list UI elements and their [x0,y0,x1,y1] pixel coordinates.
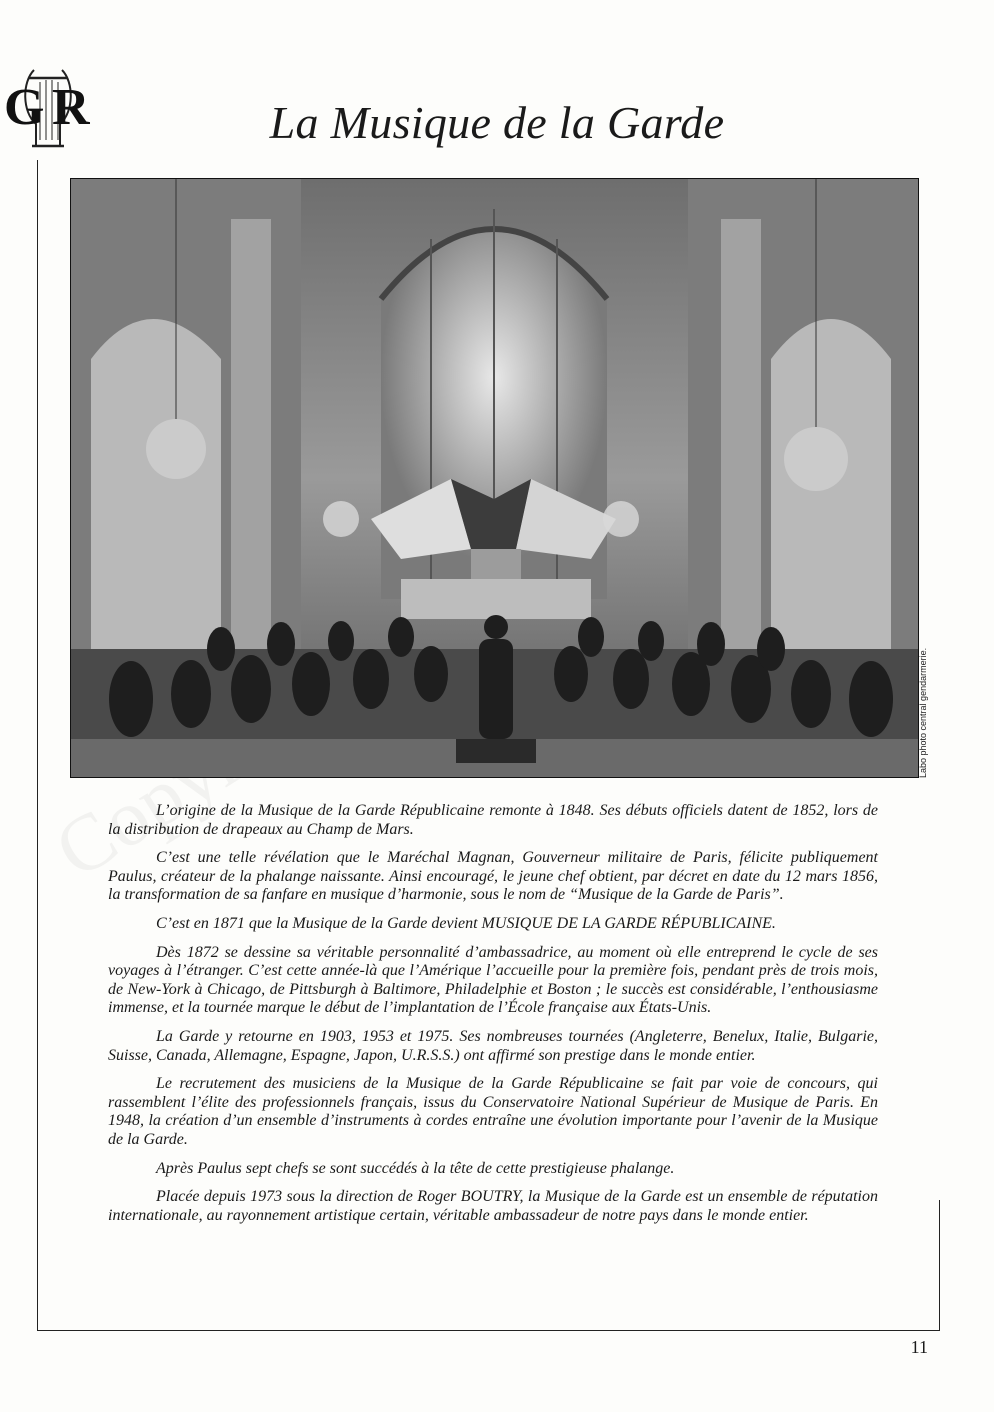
svg-text:G: G [4,79,45,136]
photo-credit: Labo photo central gendarmerie. [918,647,928,778]
paragraph: C’est en 1871 que la Musique de la Garde devient MUSIQUE DE LA GARDE RÉPUBLICAINE. [156,914,776,932]
paragraph: Dès 1872 se dessine sa véritable personnalité d’ambassadrice, au moment où elle entreprend le cycle de ses voyages à l’étranger. C’est cette année-là que l’Amérique l’accueille pour la première fois, pendant près de trois mois, de New-York à Chicago, de Pittsburgh à Baltimore, Philadelphie et Boston ; le succès est considérable, l’enthousiasme immense, et la tournée marque le début de l’implantation de l’École française aux États-Unis. [108,943,878,1017]
page-number: 11 [910,1337,928,1357]
article-body [108,802,878,1235]
paragraph: Placée depuis 1973 sous la direction de Roger BOUTRY, la Musique de la Garde est un ensemble de réputation internationale, au rayonnement artistique certain, véritable ambassadeur de notre pays dans le monde entier. [108,1188,878,1224]
frame-bottom-rule [37,1330,940,1331]
paragraph: La Garde y retourne en 1903, 1953 et 1975. Ses nombreuses tournées (Angleterre, Benelux, Italie, Bulgarie, Suisse, Canada, Allemagne, Espagne, Japon, U.R.S.S.) ont affirmé son prestige dans le monde entier. [108,1027,878,1064]
paragraph: Le recrutement des musiciens de la Musique de la Garde Républicaine se fait par voie de concours, qui rassemblent l’élite des professionnels français, issus du Conservatoire National Supérieur de Musique de Paris. En 1948, la création d’un ensemble d’instruments à cordes entraîne une évolution importante pour l’avenir de la Musique de la Garde. [108,1075,878,1148]
paragraph: Après Paulus sept chefs se sont succédés à la tête de cette prestigieuse phalange. [156,1159,675,1177]
frame-right-rule [939,1200,940,1330]
frame-left-rule [37,160,38,1330]
paragraph: C’est une telle révélation que le Maréchal Magnan, Gouverneur militaire de Paris, félicite publiquement Paulus, créateur de la phalange naissante. Ainsi encouragé, le jeune chef obtient, par décret en date du 12 mars 1856, la transformation de sa fanfare en musique d’harmonie, sous le nom de “Musique de la Garde de Paris”. [108,849,878,904]
page-title: La Musique de la Garde [269,97,725,148]
paragraph: L’origine de la Musique de la Garde Républicaine remonte à 1848. Ses débuts officiels datent de 1852, lors de la distribution de drapeaux au Champ de Mars. [108,802,878,838]
svg-text:R: R [52,79,90,136]
orchestra-in-church-photo [70,178,919,778]
